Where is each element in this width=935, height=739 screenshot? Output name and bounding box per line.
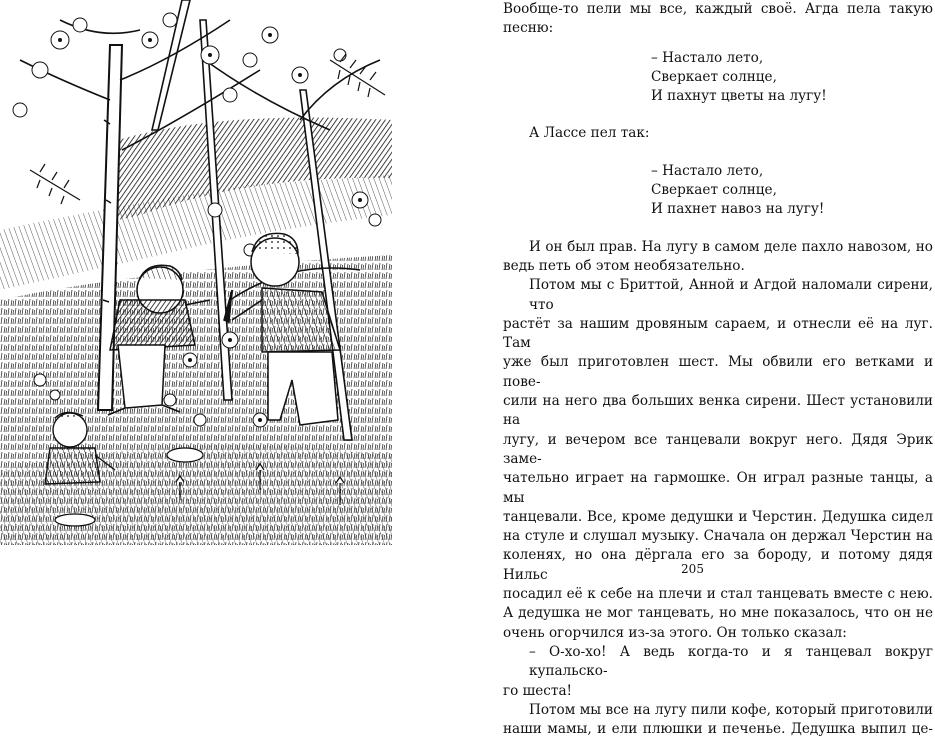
- paragraph-line: го шеста!: [503, 682, 573, 699]
- verse-line: – Настало лето,: [651, 162, 764, 179]
- verse-line: Сверкает солнце,: [651, 68, 777, 85]
- verse-agda: [651, 49, 933, 107]
- verse-line: И пахнет навоз на лугу!: [651, 201, 825, 218]
- verse-line: Сверкает солнце,: [651, 182, 777, 199]
- paragraph-line: танцевали. Все, кроме дедушки и Черстин. Дедушка сидел: [503, 508, 933, 525]
- paragraph-line: лугу, и вечером все танцевали вокруг него. Дядя Эрик заме-: [503, 431, 933, 467]
- paragraph-line: сили на него два больших венка сирени. Шест установили на: [503, 393, 933, 429]
- paragraph-line: коленях, но она дёргала его за бороду, и потому дядя Нильс: [503, 547, 933, 583]
- paragraph-line: И он был прав. На лугу в самом деле пахло навозом, но: [529, 238, 933, 255]
- paragraph-line: на стуле и слушал музыку. Сначала он держал Черстин на: [503, 528, 933, 545]
- paragraph-line: наши мамы, и ели плюшки и печенье. Дедушка выпил це-: [503, 721, 933, 738]
- verse-line: И пахнут цветы на лугу!: [651, 88, 827, 105]
- page-number: 205: [681, 562, 704, 576]
- paragraph-line: чательно играет на гармошке. Он играл разные танцы, а мы: [503, 470, 933, 506]
- paragraph-line: ведь петь об этом необязательно.: [503, 257, 745, 274]
- paragraph-line: посадил её к себе на плечи и стал танцевать вместе с нею.: [503, 586, 933, 603]
- children-cutting-lilac-illustration: [0, 0, 392, 545]
- paragraph-line: уже был приготовлен шест. Мы обвили его ветками и пове-: [503, 354, 933, 390]
- verse-lasse: [651, 162, 933, 220]
- paragraph-line: А дедушка не мог танцевать, но мне показалось, что он не: [503, 605, 933, 622]
- paragraph-line: Потом мы с Бриттой, Анной и Агдой наломали сирени, что: [529, 277, 933, 313]
- paragraph-line: очень огорчился из-за этого. Он только сказал:: [503, 624, 847, 641]
- paragraph-line: Потом мы все на лугу пили кофе, который приготовили: [529, 701, 933, 718]
- book-page-text: [503, 0, 933, 739]
- paragraph: А Лассе пел так:: [529, 125, 650, 142]
- paragraph-line: Вообще-то пели мы все, каждый своё. Агда пела такую: [503, 1, 933, 17]
- paragraph-line: – О-хо-хо! А ведь когда-то и я танцевал вокруг купальско-: [529, 643, 933, 680]
- paragraph-line: растёт за нашим дровяным сараем, и отнесли её на луг. Там: [503, 315, 933, 352]
- paragraph-line: песню:: [503, 20, 554, 37]
- verse-line: – Настало лето,: [651, 49, 764, 66]
